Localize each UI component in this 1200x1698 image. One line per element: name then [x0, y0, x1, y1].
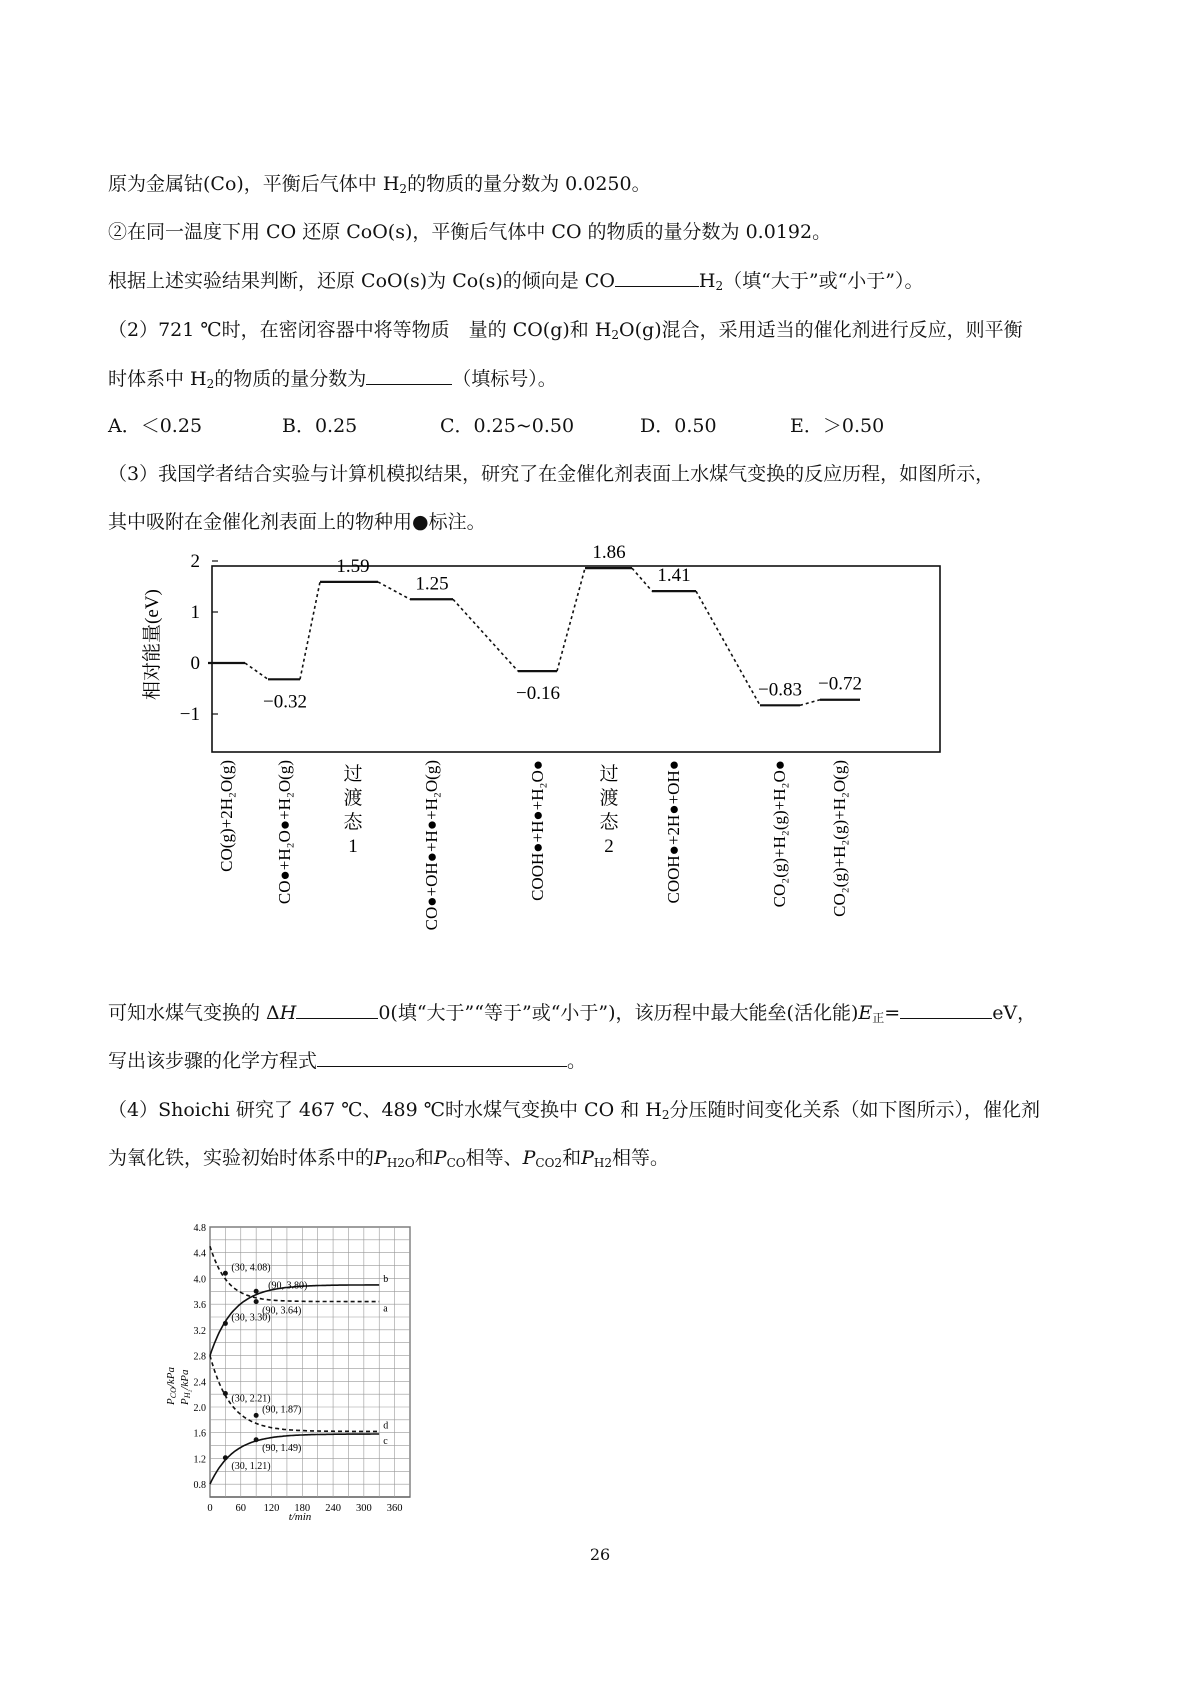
pressure-data-point [223, 1455, 228, 1460]
pressure-x-tick-label: 240 [325, 1503, 341, 1514]
pressure-x-tick-label: 180 [294, 1503, 311, 1514]
answer-blank-3[interactable] [296, 1000, 378, 1019]
pressure-y-label-bottom: PH₂/kPa [179, 1369, 192, 1405]
answer-blank-1[interactable] [615, 268, 699, 287]
energy-connector-8 [800, 700, 820, 706]
pressure-x-tick-label: 120 [263, 1503, 280, 1514]
text-line-12: 为氧化铁，实验初始时体系中的$P_{H2O}$和$P_{CO}$相等、$P_{CO2}$和$P_{H2}$相等。 [108, 1147, 669, 1170]
option-c: C．0.25~0.50 [440, 415, 575, 437]
energy-connector-6 [632, 568, 652, 591]
state-label-7: COOH●+2H●+OH● [664, 760, 683, 904]
text-line-1: 原为金属钴(Co)，平衡后气体中 $H_2$的物质的量分数为 0.0250。 [108, 173, 651, 196]
pressure-point-label: (30, 3.30) [231, 1312, 271, 1324]
pressure-data-point [223, 1321, 228, 1326]
pressure-point-label: (30, 4.08) [231, 1262, 271, 1274]
transition-state-label: 2 [604, 836, 614, 857]
pressure-series-label-b: b [383, 1273, 389, 1285]
option-e: E．＞0.50 [790, 415, 885, 437]
pressure-x-tick-label: 60 [235, 1503, 247, 1514]
pressure-data-point [254, 1299, 259, 1304]
energy-value-label: 1.25 [415, 573, 449, 595]
text-line-10: 写出该步骤的化学方程式 。 [108, 1050, 587, 1072]
pressure-point-label: (90, 3.64) [262, 1305, 302, 1317]
transition-state-label: 态 [343, 812, 363, 833]
page-number: 26 [589, 1545, 611, 1564]
energy-value-label: −0.72 [818, 673, 862, 695]
text-line-4: （2）721 ℃时，在密闭容器中将等物质 量的 CO(g)和 $H_2O(g)$混合，采用适当的催化剂进行反应，则平衡 [108, 319, 1023, 342]
state-label-5: COOH●+H●+H₂O● [528, 760, 547, 901]
energy-value-label: 1.59 [336, 555, 370, 577]
energy-value-label: −0.16 [516, 683, 560, 705]
pressure-x-tick-label: 300 [355, 1503, 372, 1514]
text-line-2: ②在同一温度下用 CO 还原 CoO(s)，平衡后气体中 CO 的物质的量分数为 0.0192。 [108, 221, 832, 243]
state-label-2: CO●+H₂O●+H₂O(g) [275, 760, 294, 905]
pressure-data-point [254, 1289, 259, 1294]
option-a: A．＜0.25 [108, 415, 203, 437]
state-label-4: CO●+OH●+H●+H₂O(g) [422, 760, 441, 931]
transition-state-label: 过 [343, 764, 363, 785]
pressure-y-tick-label: 4.0 [193, 1274, 206, 1286]
pressure-y-tick-label: 2.4 [193, 1377, 206, 1389]
pressure-y-tick-label: 1.6 [193, 1428, 206, 1440]
state-label-8: CO₂(g)+H₂(g)+H₂O● [770, 760, 789, 908]
answer-blank-5[interactable] [317, 1048, 567, 1067]
pressure-time-chart [150, 1215, 420, 1535]
energy-connector-1 [245, 663, 268, 679]
energy-y-tick-label: 1 [190, 602, 200, 623]
answer-blank-2[interactable] [366, 366, 452, 385]
pressure-x-tick-label: 360 [386, 1503, 403, 1514]
pressure-data-point [223, 1271, 228, 1276]
pressure-y-tick-label: 2.0 [193, 1403, 206, 1414]
transition-state-label: 1 [348, 836, 358, 857]
transition-state-label: 态 [599, 812, 619, 833]
pressure-point-label: (90, 1.87) [262, 1404, 302, 1416]
energy-y-tick-label: 2 [190, 551, 200, 572]
transition-state-label: 过 [599, 764, 619, 785]
pressure-data-point [254, 1437, 259, 1442]
option-d: D．0.50 [640, 415, 717, 437]
text-line-7: （3）我国学者结合实验与计算机模拟结果，研究了在金催化剂表面上水煤气变换的反应历程，如图所示， [108, 463, 995, 485]
energy-connector-4 [453, 599, 518, 671]
pressure-data-point [223, 1391, 228, 1396]
pressure-point-label: (30, 1.21) [231, 1460, 271, 1472]
text-line-9: 可知水煤气变换的 ΔH 0(填“大于”“等于”或“小于”)，该历程中最大能垒(活化能)$E_正=$ eV， [108, 1002, 1037, 1025]
pressure-y-tick-label: 4.8 [193, 1223, 206, 1234]
pressure-y-tick-label: 2.8 [193, 1351, 206, 1363]
pressure-series-label-c: c [383, 1436, 388, 1447]
energy-value-label: −0.83 [758, 679, 802, 701]
state-label-9: CO₂(g)+H₂(g)+H₂O(g) [830, 760, 849, 917]
pressure-point-label: (30, 2.21) [231, 1393, 271, 1405]
energy-y-axis-label: 相对能量(eV) [142, 589, 163, 700]
pressure-point-label: (90, 3.80) [268, 1280, 308, 1292]
energy-connector-3 [378, 582, 410, 599]
state-label-1: CO(g)+2H₂O(g) [217, 760, 236, 872]
pressure-x-tick-label: 0 [207, 1503, 213, 1514]
text-line-11: （4）Shoichi 研究了 467 ℃、489 ℃时水煤气变换中 CO 和 $H_2$分压随时间变化关系（如下图所示），催化剂 [108, 1099, 1040, 1122]
transition-state-label: 渡 [599, 788, 619, 809]
pressure-x-label: t/min [288, 1511, 312, 1523]
pressure-y-tick-label: 3.2 [193, 1325, 206, 1337]
text-line-8: 其中吸附在金催化剂表面上的物种用●标注。 [108, 511, 486, 533]
answer-blank-4[interactable] [900, 1000, 992, 1019]
pressure-point-label: (90, 1.49) [262, 1442, 302, 1454]
option-b: B．0.25 [282, 415, 358, 437]
energy-value-label: −0.32 [263, 691, 307, 713]
text-line-5: 时体系中 $H_2$的物质的量分数为 （填标号）。 [108, 368, 557, 391]
energy-profile-chart [120, 542, 960, 970]
pressure-y-label-top: PCO/kPa [165, 1366, 178, 1405]
energy-connector-2 [300, 582, 320, 679]
energy-y-tick-label: 0 [190, 653, 200, 674]
pressure-y-tick-label: 3.6 [193, 1300, 206, 1312]
pressure-y-tick-label: 1.2 [193, 1454, 206, 1466]
energy-connector-5 [557, 568, 585, 671]
pressure-series-label-a: a [383, 1303, 388, 1315]
energy-plot-frame [212, 566, 940, 752]
text-line-3: 根据上述实验结果判断，还原 CoO(s)为 Co(s)的倾向是 CO $H_2$（填“大于”或“小于”）。 [108, 270, 924, 293]
pressure-y-tick-label: 4.4 [193, 1248, 206, 1260]
pressure-y-tick-label: 0.8 [193, 1480, 206, 1492]
energy-value-label: 1.86 [592, 542, 626, 564]
pressure-data-point [254, 1413, 259, 1418]
transition-state-label: 渡 [343, 788, 363, 809]
energy-connector-7 [696, 591, 760, 705]
pressure-series-label-d: d [383, 1420, 389, 1432]
energy-value-label: 1.41 [657, 565, 691, 587]
energy-y-tick-label: −1 [179, 704, 200, 725]
